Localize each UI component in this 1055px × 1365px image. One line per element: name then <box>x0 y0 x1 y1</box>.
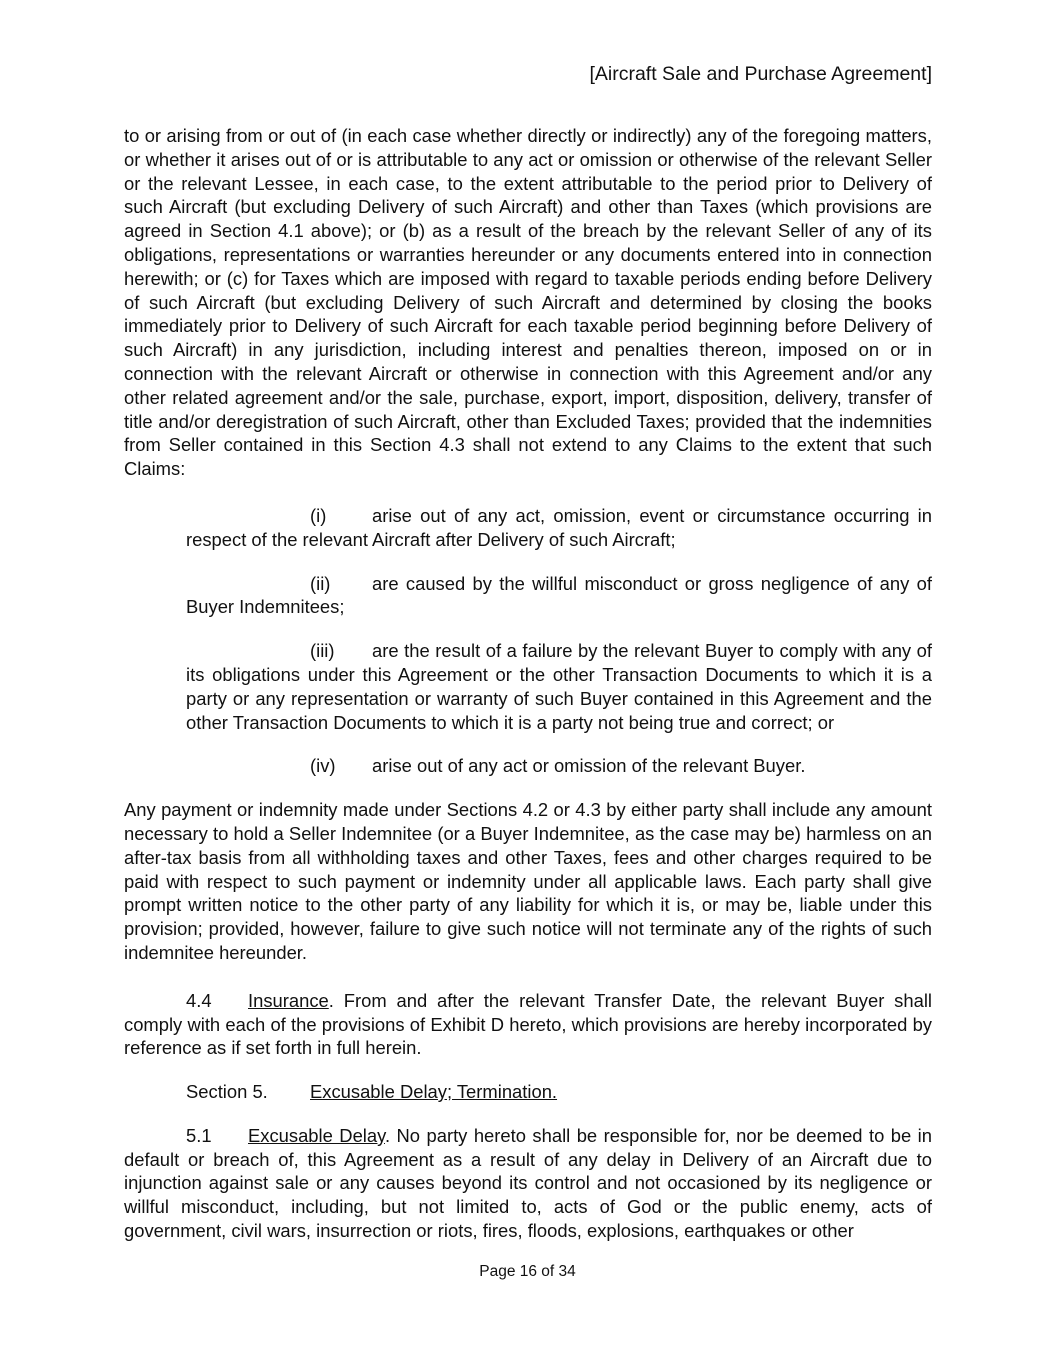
insurance-text: . From and after the relevant Transfer Date, the relevant Buyer shall comply with each of the provisions of Exhibit D hereto, which provisions are hereby incorporated by reference as if set forth in full herein. <box>124 989 932 1059</box>
exclusion-item-number: (ii) <box>310 572 331 594</box>
excusable-delay-paragraph <box>124 1124 932 1243</box>
insurance-heading: Insurance <box>248 989 329 1011</box>
page-header: [Aircraft Sale and Purchase Agreement] <box>589 63 932 85</box>
section-label: Section 5. <box>186 1081 268 1103</box>
exclusion-item-iii <box>186 639 932 734</box>
exclusion-item-number: (iii) <box>310 640 335 662</box>
exclusion-item-ii <box>186 572 932 620</box>
exclusion-item-text: arise out of any act or omission of the relevant Buyer. <box>372 755 806 777</box>
exclusion-item-text: are caused by the willful misconduct or gross negligence of any of Buyer Indemnitees; <box>186 572 932 618</box>
section-number: 4.4 <box>186 989 212 1011</box>
exclusion-item-iv <box>186 754 932 778</box>
insurance-paragraph <box>124 989 932 1060</box>
exclusion-item-text: are the result of a failure by the relevant Buyer to comply with any of its obligations under this Agreement or the other Transaction Documents to which it is a party or any representation or warranty of such Buyer contained in this Agreement and the other Transaction Documents to which it is a party not being true and correct; or <box>186 640 932 733</box>
document-body <box>124 124 932 1243</box>
section-5-heading <box>124 1080 932 1104</box>
exclusion-item-number: (i) <box>310 504 327 526</box>
exclusion-item-i <box>186 504 932 552</box>
section-number: 5.1 <box>186 1124 212 1146</box>
exclusion-item-number: (iv) <box>310 755 336 777</box>
page-number: Page 16 of 34 <box>479 1263 576 1280</box>
excusable-delay-heading: Excusable Delay <box>248 1124 385 1146</box>
exclusion-item-text: arise out of any act, omission, event or circumstance occurring in respect of the relevant Aircraft after Delivery of such Aircraft; <box>186 504 932 550</box>
indemnity-continuation-paragraph: to or arising from or out of (in each case whether directly or indirectly) any of the foregoing matters, or whether it arises out of or is attributable to any act or omission or otherwise of the relevant Seller or the relevant Lessee, in each case, to the extent attributable to the period prior to Delivery of such Aircraft (but excluding Delivery of such Aircraft) and other than Taxes (which provisions are agreed in Section 4.1 above); or (b) as a result of the breach by the relevant Seller of any of its obligations, representations or warranties hereunder or any documents entered into in connection herewith; or (c) for Taxes which are imposed with regard to taxable periods ending before Delivery of such Aircraft (but excluding Delivery of such Aircraft and determined by closing the books immediately prior to Delivery of such Aircraft for each taxable period beginning before Delivery of such Aircraft) in any jurisdiction, including interest and penalties thereon, imposed on or in connection with the relevant Aircraft or otherwise in connection with this Agreement and/or any other related agreement and/or the sale, purchase, export, import, disposition, delivery, transfer of title and/or deregistration of such Aircraft, other than Excluded Taxes; provided that the indemnities from Seller contained in this Section 4.3 shall not extend to any Claims to the extent that such Claims: <box>124 125 932 480</box>
excusable-delay-text: . No party hereto shall be responsible for, nor be deemed to be in default or breach of, this Agreement as a result of any delay in Delivery of an Aircraft due to injunction against sale or any causes beyond its control and not occasioned by its negligence or willful misconduct, including, but not limited to, acts of God or the public enemy, acts of government, civil wars, insurrection or riots, fires, floods, explosions, earthquakes or other <box>124 1124 932 1242</box>
section-title: Excusable Delay; Termination. <box>310 1081 558 1103</box>
tax-gross-up-paragraph: Any payment or indemnity made under Sections 4.2 or 4.3 by either party shall include any amount necessary to hold a Seller Indemnitee (or a Buyer Indemnitee, as the case may be) harmless on an after-tax basis from all withholding taxes and other Taxes, fees and other charges required to be paid with respect to such payment or indemnity under all applicable laws. Each party shall give prompt written notice to the other party of any liability for which it is, or may be, liable under this provision; provided, however, failure to give such notice will not terminate any of the rights of such indemnitee hereunder. <box>124 799 932 963</box>
